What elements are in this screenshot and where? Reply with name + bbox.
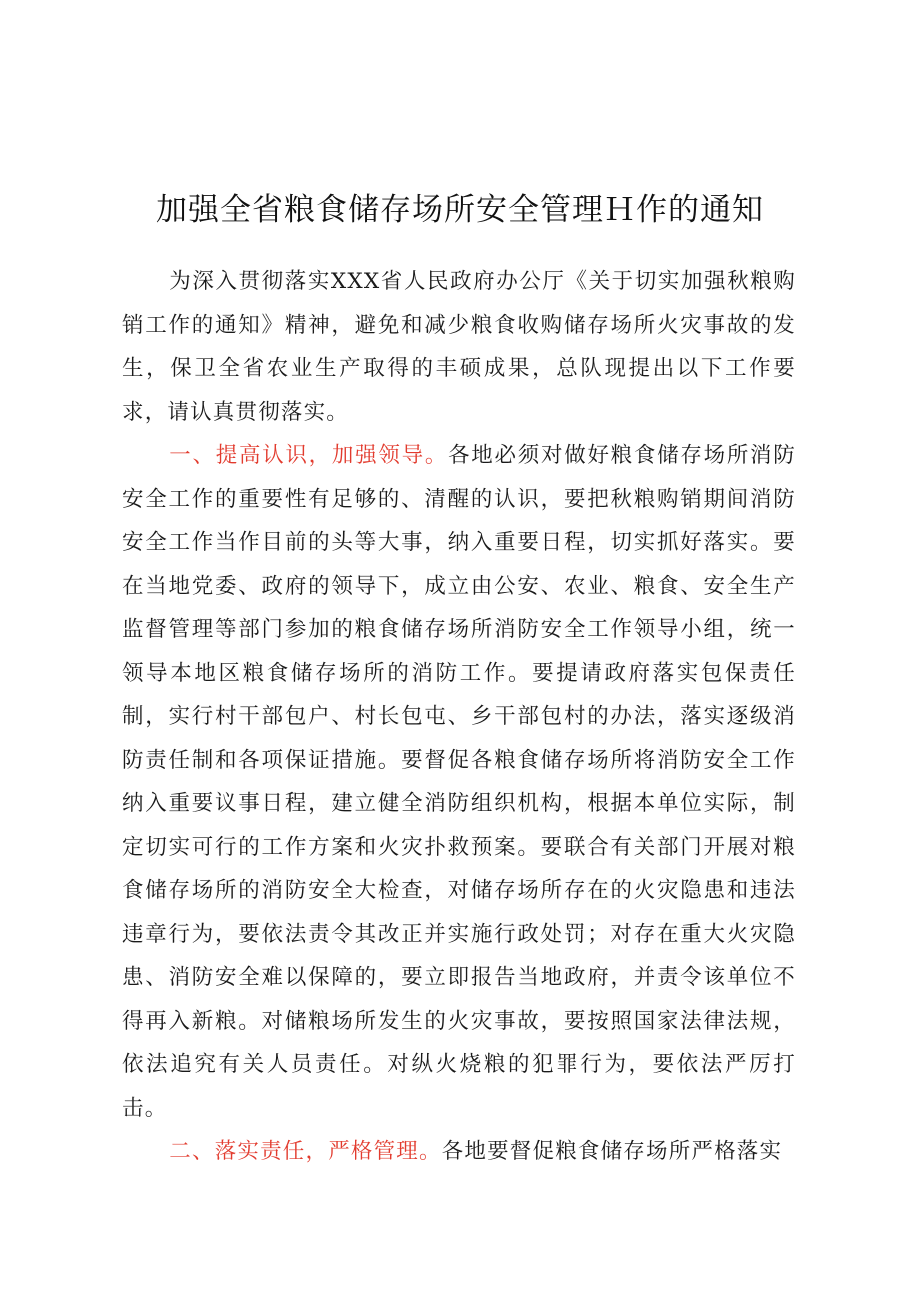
section-two-heading: 二、落实责任，严格管理。	[169, 1139, 442, 1164]
section-one-text: 各地必须对做好粮食储存场所消防安全工作的重要性有足够的、清醒的认识，要把秋粮购销期间消防安全工作当作目前的头等大事，纳入重要日程，切实抓好落实。要在当地党委、政府的领导下，成立由公安、农业、粮食、安全生产监督管理等部门参加的粮食储存场所消防安全工作领导小组，统一领导本地区粮食储存场所的消防工作。要提请政府落实包保责任制，实行村干部包户、村长包屯、乡干部包村的办法，落实逐级消防责任制和各项保证措施。要督促各粮食储存场所将消防安全工作纳入重要议事日程，建立健全消防组织机构，根据本单位实际，制定切实可行的工作方案和火灾扑救预案。要联合有关部门开展对粮食储存场所的消防安全大检查，对储存场所存在的火灾隐患和违法违章行为，要依法责令其改正并实施行政处罚；对存在重大火灾隐患、消防安全难以保障的，要立即报告当地政府，并责令该单位不得再入新粮。对储粮场所发生的火灾事故，要按照国家法律法规，依法追究有关人员责任。对纵火烧粮的犯罪行为，要依法严厉打击。	[122, 443, 796, 1121]
document-body	[122, 260, 796, 1174]
intro-paragraph	[122, 260, 796, 434]
intro-text: 为深入贯彻落实XXX省人民政府办公厅《关于切实加强秋粮购销工作的通知》精神，避免和减少粮食收购储存场所火灾事故的发生，保卫全省农业生产取得的丰硕成果，总队现提出以下工作要求，请认真贯彻落实。	[122, 269, 796, 425]
section-one-paragraph	[122, 434, 796, 1130]
section-two-paragraph	[122, 1130, 796, 1174]
section-one-heading: 一、提高认识，加强领导。	[169, 443, 449, 468]
document-title: 加强全省粮食储存场所安全管理Ｈ作的通知	[156, 192, 764, 228]
section-two-text: 各地要督促粮食储存场所严格落实	[441, 1139, 783, 1164]
